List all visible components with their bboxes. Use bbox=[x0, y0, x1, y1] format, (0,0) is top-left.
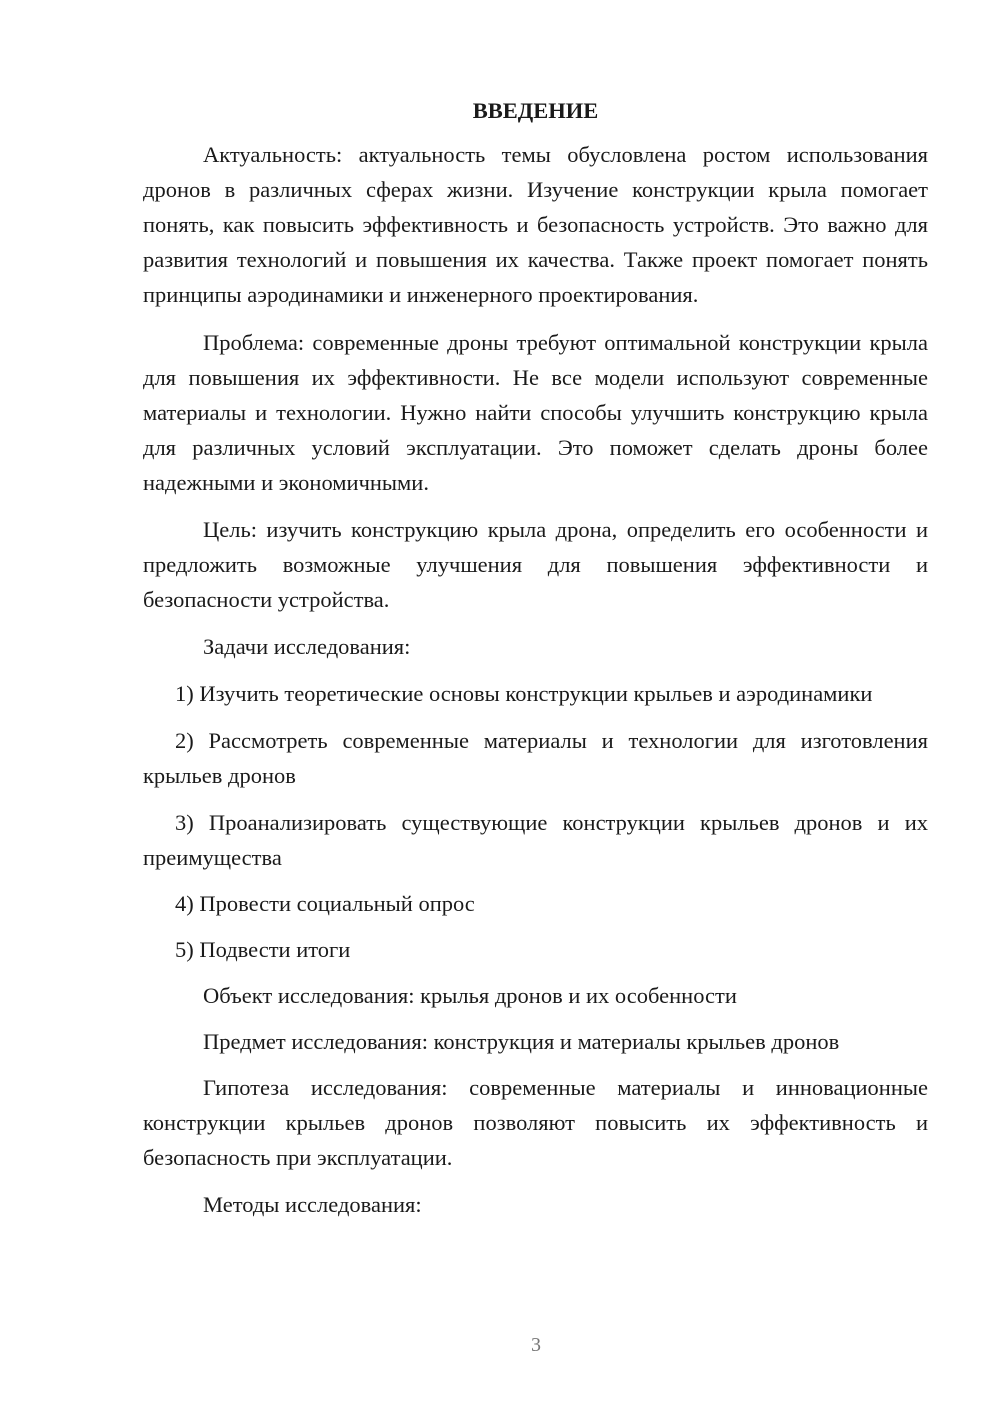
object-paragraph: Объект исследования: крылья дронов и их особенности bbox=[203, 983, 737, 1008]
problem-paragraph: Проблема: современные дроны требуют оптимальной конструкции крыла для повышения их эффективности. Не все модели используют современные материалы и технологии. Нужно найти способы улучшить конструкцию крыла для различных условий эксплуатации. Это поможет сделать дроны более надежными и экономичными. bbox=[143, 330, 928, 495]
task-item-2: 2) Рассмотреть современные материалы и технологии для изготовления крыльев дронов bbox=[143, 728, 928, 788]
document-body bbox=[143, 97, 928, 1222]
task-item-5: 5) Подвести итоги bbox=[175, 937, 351, 962]
subject-paragraph: Предмет исследования: конструкция и материалы крыльев дронов bbox=[203, 1029, 840, 1054]
task-item-1: 1) Изучить теоретические основы конструкции крыльев и аэродинамики bbox=[175, 681, 873, 706]
hypothesis-paragraph: Гипотеза исследования: современные материалы и инновационные конструкции крыльев дронов позволяют повысить их эффективность и безопасность при эксплуатации. bbox=[143, 1075, 928, 1170]
goal-paragraph: Цель: изучить конструкцию крыла дрона, определить его особенности и предложить возможные улучшения для повышения эффективности и безопасности устройства. bbox=[143, 517, 928, 612]
page-title: ВВЕДЕНИЕ bbox=[472, 98, 599, 123]
task-item-4: 4) Провести социальный опрос bbox=[175, 891, 475, 916]
relevance-paragraph: Актуальность: актуальность темы обусловлена ростом использования дронов в различных сферах жизни. Изучение конструкции крыла помогает понять, как повысить эффективность и безопасность устройств. Это важно для развития технологий и повышения их качества. Также проект помогает понять принципы аэродинамики и инженерного проектирования. bbox=[143, 142, 928, 307]
tasks-heading: Задачи исследования: bbox=[203, 634, 411, 659]
methods-heading: Методы исследования: bbox=[203, 1192, 422, 1217]
task-item-3: 3) Проанализировать существующие конструкции крыльев дронов и их преимущества bbox=[143, 810, 928, 870]
page-number: 3 bbox=[531, 1334, 541, 1356]
